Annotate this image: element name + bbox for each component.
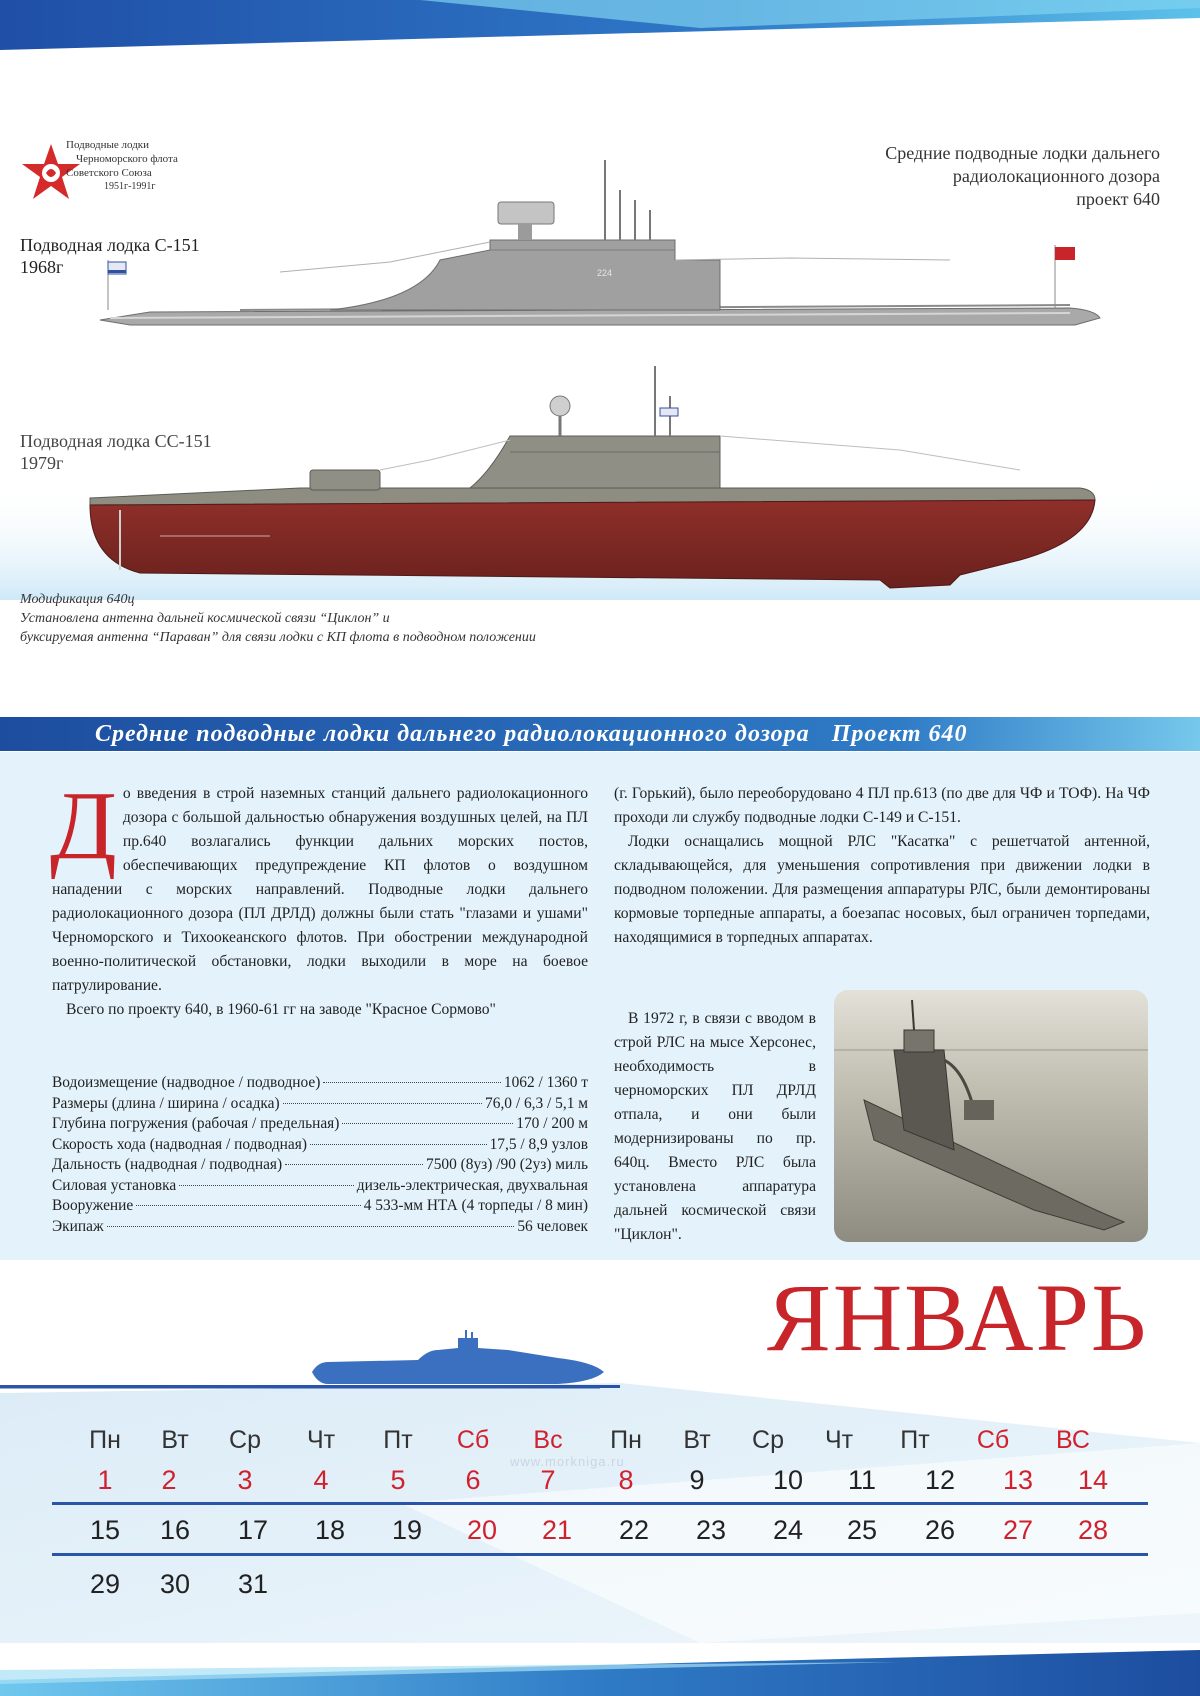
spec-row	[52, 1114, 588, 1135]
weekday-header: Чт	[824, 1426, 854, 1454]
calendar-day: 16	[159, 1515, 191, 1545]
spec-label: Размеры (длина / ширина / осадка)	[52, 1094, 280, 1112]
bottom-decorative-band	[0, 1640, 1200, 1696]
spec-value: дизель-электрическая, двухвальная	[356, 1176, 588, 1194]
spec-value: 4 533-мм НТА (4 торпеды / 8 мин)	[363, 1197, 588, 1214]
calendar-day: 3	[237, 1465, 253, 1495]
spec-label: Дальность (надводная / подводная)	[52, 1156, 283, 1173]
spec-label: Силовая установка	[52, 1176, 177, 1194]
spec-row	[52, 1155, 588, 1176]
section-banner-title	[95, 717, 1195, 751]
weekday-header: Чт	[306, 1426, 336, 1454]
weekday-header: Сб	[456, 1426, 490, 1454]
weekday-header: ВС	[1056, 1426, 1090, 1454]
calendar-day: 4	[313, 1465, 329, 1495]
spec-label: Водоизмещение (надводное / подводное)	[52, 1074, 321, 1091]
spec-value: 170 / 200 м	[516, 1115, 588, 1132]
calendar-day: 18	[314, 1515, 346, 1545]
calendar-day: 6	[465, 1465, 481, 1495]
calendar-day: 13	[1002, 1465, 1034, 1495]
calendar-day: 22	[618, 1515, 650, 1545]
spec-label: Экипаж	[52, 1217, 104, 1235]
article-right-column	[614, 782, 1150, 950]
series-title-line: радиолокационного дозора	[952, 166, 1160, 186]
modification-note	[20, 590, 740, 647]
emblem-line: Советского Союза	[66, 167, 152, 179]
calendar-day: 27	[1002, 1515, 1034, 1545]
banner-title: Средние подводные лодки дальнего радиолокационного дозора	[95, 721, 810, 747]
calendar-day: 5	[390, 1465, 406, 1495]
spec-label: Глубина погружения (рабочая / предельная)	[52, 1115, 340, 1132]
calendar-day: 10	[772, 1465, 804, 1495]
weekday-header: Пт	[383, 1426, 413, 1454]
weekday-header: Вт	[161, 1426, 189, 1454]
series-title-line: Средние подводные лодки дальнего	[885, 143, 1160, 163]
spec-value: 76,0 / 6,3 / 5,1 м	[485, 1094, 588, 1112]
weekday-header: Пн	[610, 1426, 642, 1454]
spec-label: Вооружение	[52, 1197, 134, 1214]
calendar-day: 20	[466, 1515, 498, 1545]
calendar-day: 25	[846, 1515, 878, 1545]
spec-value: 1062 / 1360 т	[503, 1074, 588, 1091]
calendar-day: 30	[159, 1569, 191, 1599]
calendar-day: 19	[391, 1515, 423, 1545]
weekday-header: Пн	[89, 1426, 121, 1454]
article-left-column	[50, 772, 588, 1022]
emblem-line: 1951г-1991г	[104, 181, 156, 192]
mod-note-line: Модификация 640ц	[20, 592, 135, 607]
spec-row	[52, 1196, 588, 1217]
calendar-day: 1	[97, 1465, 113, 1495]
spec-value: 56 человек	[517, 1217, 588, 1235]
specifications-table	[52, 1073, 588, 1237]
calendar-day: 2	[161, 1465, 177, 1495]
calendar-day: 29	[89, 1569, 121, 1599]
submarine-photo	[834, 990, 1148, 1242]
submarine-s151-illustration	[90, 150, 1110, 330]
calendar-day: 17	[237, 1515, 269, 1545]
emblem-line: Черноморского флота	[76, 153, 178, 165]
boat-1-name: Подводная лодка С-151	[20, 235, 200, 255]
calendar-day: 7	[540, 1465, 556, 1495]
emblem-line: Подводные лодки	[66, 139, 150, 151]
spec-row	[52, 1135, 588, 1156]
article-right-narrow	[614, 1007, 816, 1247]
submarine-ss151-illustration	[0, 360, 1200, 600]
weekday-header: Вс	[533, 1426, 563, 1454]
calendar-day: 14	[1077, 1465, 1109, 1495]
calendar-day: 9	[689, 1465, 705, 1495]
weekday-header: Ср	[229, 1426, 261, 1454]
weekday-header: Ср	[752, 1426, 784, 1454]
calendar-day: 31	[237, 1569, 269, 1599]
calendar-day: 21	[541, 1515, 573, 1545]
calendar-day: 28	[1077, 1515, 1109, 1545]
calendar-day: 23	[695, 1515, 727, 1545]
article-paragraph: о введения в строй наземных станций дальнего радиолокационного дозора с большой дальностью обнаружения воздушных целей, на ПЛ пр.640 возлагались функции дальних морских постов, обеспечивающих предупреждение КП флотов о воздушном нападении с морских направлений. Подводные лодки дальнего радиолокационного дозора (ПЛ ДРЛД) должны были стать "глазами и ушами" Черноморского и Тихоокеанского флотов. При обострении международной военно-политической обстановки, лодки выходили в море на боевое патрулирование.	[52, 785, 588, 994]
boat-2-name: Подводная лодка СС-151	[20, 431, 212, 451]
submarine-silhouette-icon	[308, 1330, 608, 1390]
weekday-header: Сб	[976, 1426, 1010, 1454]
calendar-day: 24	[772, 1515, 804, 1545]
mod-note-line: Установлена антенна дальней космической связи “Циклон” и	[20, 611, 390, 626]
calendar-day: 26	[924, 1515, 956, 1545]
calendar-day: 12	[924, 1465, 956, 1495]
spec-row	[52, 1217, 588, 1238]
hull-number: 224	[597, 268, 613, 278]
top-decorative-band	[0, 0, 1200, 56]
calendar-day: 11	[847, 1465, 877, 1495]
watermark-text: www.morkniga.ru	[510, 1454, 625, 1469]
banner-project: Проект 640	[831, 721, 968, 747]
calendar-day: 15	[89, 1515, 121, 1545]
boat-1-year: 1968г	[20, 257, 64, 277]
spec-value: 7500 (8уз) /90 (2уз) миль	[426, 1156, 588, 1173]
spec-label: Скорость хода (надводная / подводная)	[52, 1135, 307, 1153]
article-paragraph: Всего по проекту 640, в 1960-61 гг на заводе "Красное Сормово"	[66, 1001, 496, 1018]
calendar-top-rule	[0, 1385, 620, 1388]
month-title: ЯНВАРЬ	[766, 1264, 1148, 1371]
spec-value: 17,5 / 8,9 узлов	[489, 1135, 588, 1153]
weekday-header: Пт	[900, 1426, 930, 1454]
series-title-line: проект 640	[1076, 189, 1160, 209]
spec-row	[52, 1176, 588, 1197]
calendar-day: 8	[618, 1465, 634, 1495]
article-paragraph: Лодки оснащались мощной РЛС "Касатка" с решетчатой антенной, складывающейся, для уменьшения сопротивления при движении лодки в подводном положении. Для размещения аппаратуры РЛС, были демонтированы кормовые торпедные аппараты, а боезапас носовых, был ограничен торпедами, находящимися в торпедных аппаратах.	[614, 833, 1150, 946]
calendar-background	[0, 1383, 1200, 1643]
spec-row	[52, 1073, 588, 1094]
article-paragraph: В 1972 г, в связи с вводом в строй РЛС на мысе Херсонес, необходимость в черноморских ПЛ ДРЛД отпала, и они были модернизированы по пр. 640ц. Вместо РЛС была установлена аппаратура дальней космической связи "Циклон".	[614, 1010, 816, 1243]
article-paragraph: (г. Горький), было переоборудовано 4 ПЛ пр.613 (по две для ЧФ и ТОФ). На ЧФ проходи ли службу подводные лодки С-149 и С-151.	[614, 785, 1150, 826]
drop-cap: Д	[50, 772, 117, 880]
spec-row	[52, 1094, 588, 1115]
weekday-header: Вт	[683, 1426, 711, 1454]
mod-note-line: буксируемая антенна “Параван” для связи лодки с КП флота в подводном положении	[20, 630, 536, 645]
boat-2-year: 1979г	[20, 453, 64, 473]
